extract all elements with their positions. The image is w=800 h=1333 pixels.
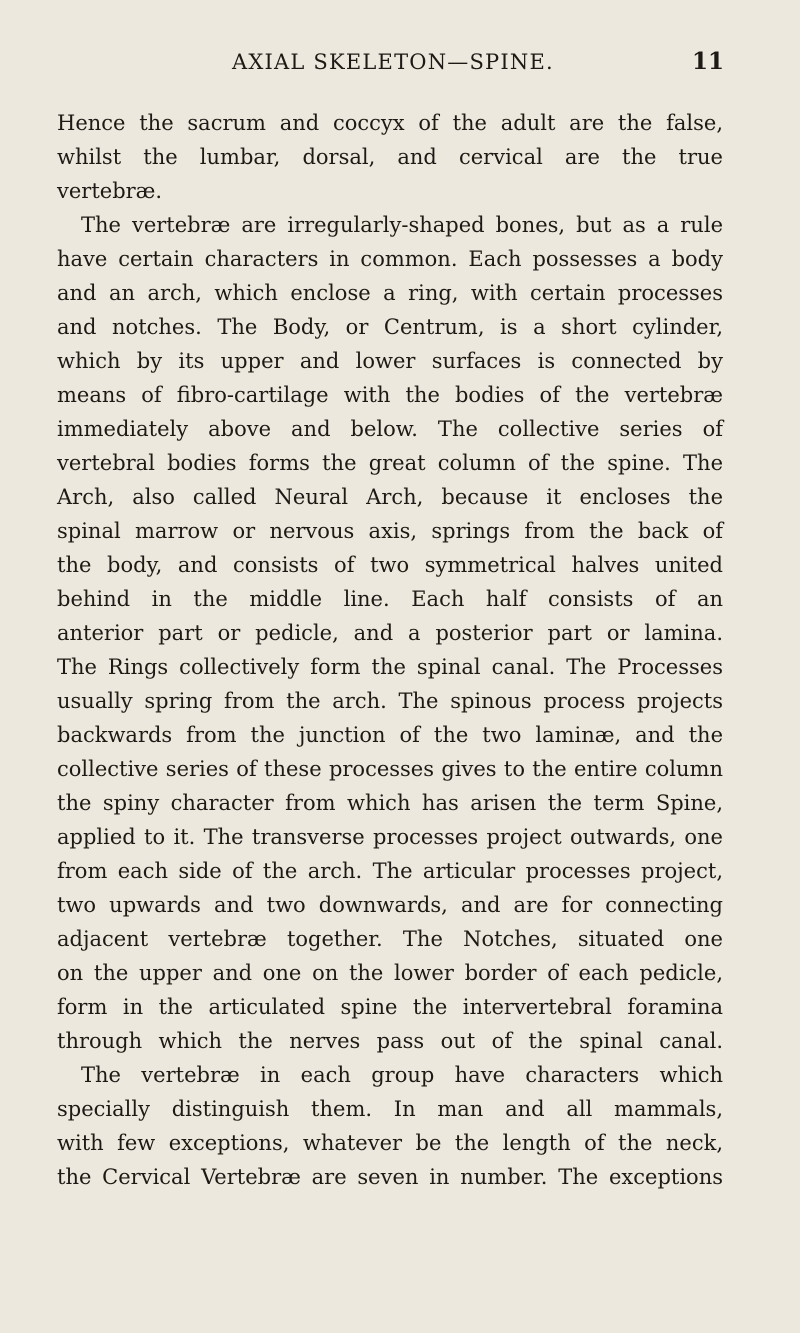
text-line: two upwards and two downwards, and are for connecting — [57, 893, 723, 917]
text-line: anterior part or pedicle, and a posterior part or lamina. — [57, 621, 723, 645]
text-line: means of fibro-cartilage with the bodies of the vertebræ — [57, 383, 723, 407]
text-line: whilst the lumbar, dorsal, and cervical are the true — [57, 145, 723, 169]
running-title: AXIAL SKELETON—SPINE. — [232, 50, 554, 74]
text-line: through which the nerves pass out of the spinal canal. — [57, 1029, 723, 1053]
text-line: collective series of these processes gives to the entire column — [57, 757, 723, 781]
running-head — [0, 50, 800, 86]
text-line: immediately above and below. The collective series of — [57, 417, 723, 441]
text-line: The Rings collectively form the spinal canal. The Processes — [57, 655, 723, 679]
text-line: on the upper and one on the lower border of each pedicle, — [57, 961, 723, 985]
text-line: specially distinguish them. In man and all mammals, — [57, 1097, 723, 1121]
text-line: form in the articulated spine the intervertebral foramina — [57, 995, 723, 1019]
text-line: the Cervical Vertebræ are seven in number. The exceptions — [57, 1165, 723, 1189]
text-line: the body, and consists of two symmetrical halves united — [57, 553, 723, 577]
text-line: The vertebræ are irregularly-shaped bones, but as a rule — [81, 213, 723, 237]
text-line: and notches. The Body, or Centrum, is a short cylinder, — [57, 315, 723, 339]
text-line: and an arch, which enclose a ring, with certain processes — [57, 281, 723, 305]
text-line: spinal marrow or nervous axis, springs from the back of — [57, 519, 723, 543]
text-line: Hence the sacrum and coccyx of the adult are the false, — [57, 111, 723, 135]
page-number: 11 — [691, 48, 724, 75]
text-line: from each side of the arch. The articular processes project, — [57, 859, 723, 883]
text-line: applied to it. The transverse processes project outwards, one — [57, 825, 723, 849]
text-line: which by its upper and lower surfaces is connected by — [57, 349, 723, 373]
text-line: the spiny character from which has arisen the term Spine, — [57, 791, 723, 815]
text-line: vertebræ. — [57, 179, 163, 203]
text-line: vertebral bodies forms the great column of the spine. The — [57, 451, 723, 475]
text-line: with few exceptions, whatever be the length of the neck, — [57, 1131, 723, 1155]
text-line: have certain characters in common. Each possesses a body — [57, 247, 723, 271]
text-line: backwards from the junction of the two laminæ, and the — [57, 723, 723, 747]
text-line: adjacent vertebræ together. The Notches, situated one — [57, 927, 723, 951]
text-line: usually spring from the arch. The spinous process projects — [57, 689, 723, 713]
text-line: Arch, also called Neural Arch, because it encloses the — [57, 485, 723, 509]
text-line: The vertebræ in each group have characters which — [81, 1063, 723, 1087]
text-line: behind in the middle line. Each half consists of an — [57, 587, 723, 611]
